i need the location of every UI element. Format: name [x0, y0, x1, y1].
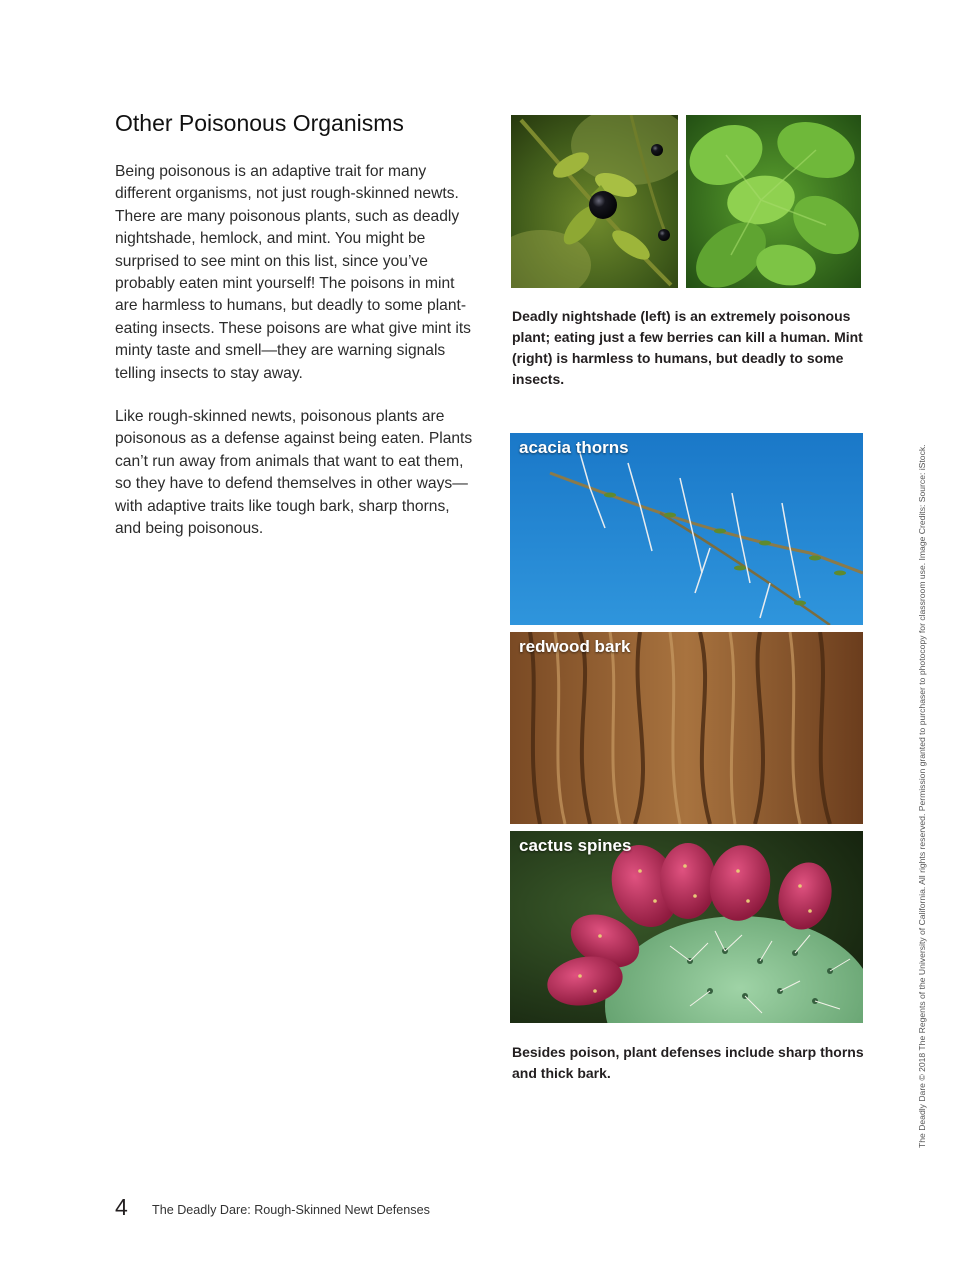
page-number: 4 — [115, 1194, 128, 1220]
body-paragraph-1: Being poisonous is an adaptive trait for many different organisms, not just rough-skinned newts. There are many poisonous plants, such as deadly nightshade, hemlock, and mint. You might be surprised to see mint on this list, since you’ve probably eaten mint yourself! The poisons in mint are harmless to humans, but deadly to some plant-eating insects. These poisons are what give mint its minty taste and smell—they are warning signals telling insects to stay away. — [115, 163, 471, 382]
redwood-bark-label: redwood bark — [519, 637, 631, 656]
acacia-thorns-photo — [510, 433, 863, 625]
running-title: The Deadly Dare: Rough-Skinned Newt Defenses — [152, 1203, 430, 1217]
nightshade-photo — [511, 115, 678, 288]
copyright-credit: The Deadly Dare © 2018 The Regents of the University of California. All rights reserved. Permission granted to purchaser to photocopy for classroom use. Image Credits: Source: iStock. — [917, 444, 927, 1148]
redwood-bark-photo — [510, 632, 863, 824]
acacia-thorns-label: acacia thorns — [519, 438, 629, 457]
cactus-spines-label: cactus spines — [519, 836, 632, 855]
plant-defenses-caption: Besides poison, plant defenses include sharp thorns and thick bark. — [512, 1044, 864, 1081]
cactus-spines-photo — [510, 831, 863, 1023]
mint-photo — [686, 115, 861, 288]
nightshade-mint-caption: Deadly nightshade (left) is an extremely poisonous plant; eating just a few berries can kill a human. Mint (right) is harmless to humans, but deadly to some insects. — [512, 308, 863, 387]
body-paragraph-2: Like rough-skinned newts, poisonous plants are poisonous as a defense against being eaten. Plants can’t run away from animals that want to eat them, so they have to defend themselves in other ways—with adaptive traits like tough bark, sharp thorns, and being poisonous. — [115, 408, 473, 538]
section-heading: Other Poisonous Organisms — [115, 110, 404, 136]
